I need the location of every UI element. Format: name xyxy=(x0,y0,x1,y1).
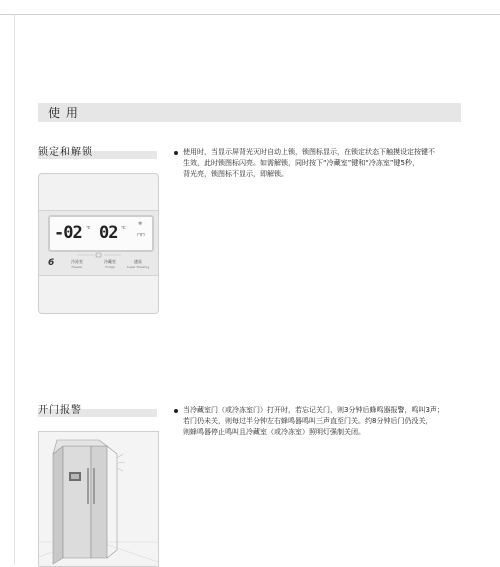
left-margin-rule xyxy=(14,14,15,565)
lock-line-3: 背光亮，锁图标不显示，即解锁。 xyxy=(183,170,288,178)
alarm-bullet xyxy=(174,409,178,413)
freezer-button-sub: Freezer xyxy=(71,265,83,269)
lock-line-2: 生效，此时锁图标闪亮。如需解锁，同时按下“冷藏室”键和“冷冻室”键5秒， xyxy=(183,159,419,167)
lcd-display xyxy=(48,215,154,252)
fridge-temp-readout: 02 xyxy=(99,223,118,243)
fridge-temp-unit: ℃ xyxy=(121,225,126,230)
fridge-button-label[interactable]: 冷藏室 xyxy=(104,259,116,264)
alarm-line-2: 若门仍未关，则每过半分钟左右蜂鸣器鸣叫三声直至门关。约8分钟后门仍没关， xyxy=(183,417,433,425)
lock-icon: ⊓⊓ xyxy=(137,232,145,238)
section-title: 使 用 xyxy=(48,106,79,120)
top-rule xyxy=(0,14,500,15)
super-freeze-button-label[interactable]: 速冻 xyxy=(134,259,142,264)
brand-logo-6: 6 xyxy=(48,258,55,268)
snowflake-icon: ❄ xyxy=(138,221,143,227)
super-freeze-button-sub: Super Freezing xyxy=(126,265,150,269)
fridge-button-sub: Fridge xyxy=(105,265,115,269)
control-panel-illustration xyxy=(38,173,159,314)
freezer-button-label[interactable]: 冷冻室 xyxy=(71,259,83,264)
freezer-temp-unit: ℃ xyxy=(86,225,91,230)
divider-lock-icon xyxy=(77,252,121,258)
lock-line-1: 使用时，当显示屏背光灭时自动上锁，锁图标显示，在锁定状态下触摸设定按键不 xyxy=(183,148,435,156)
alarm-line-3: 则蜂鸣器停止鸣叫且冷藏室（或冷冻室）照明灯强制关闭。 xyxy=(183,428,365,436)
lock-bullet xyxy=(174,151,178,155)
alarm-description xyxy=(183,405,444,438)
lock-description xyxy=(183,147,435,180)
section-header-bar xyxy=(38,103,461,122)
lock-subheading: 锁定和解锁 xyxy=(38,147,93,158)
freezer-temp-readout: -02 xyxy=(54,223,82,243)
alarm-subheading: 开门报警 xyxy=(38,405,82,416)
alarm-line-1: 当冷藏室门（或冷冻室门）打开时，若忘记关门，则3分钟后蜂鸣器报警，鸣叫3声； xyxy=(183,406,444,414)
fridge-illustration xyxy=(38,431,159,567)
control-panel-strip xyxy=(39,210,158,276)
open-door-fridge-drawing xyxy=(39,432,158,566)
